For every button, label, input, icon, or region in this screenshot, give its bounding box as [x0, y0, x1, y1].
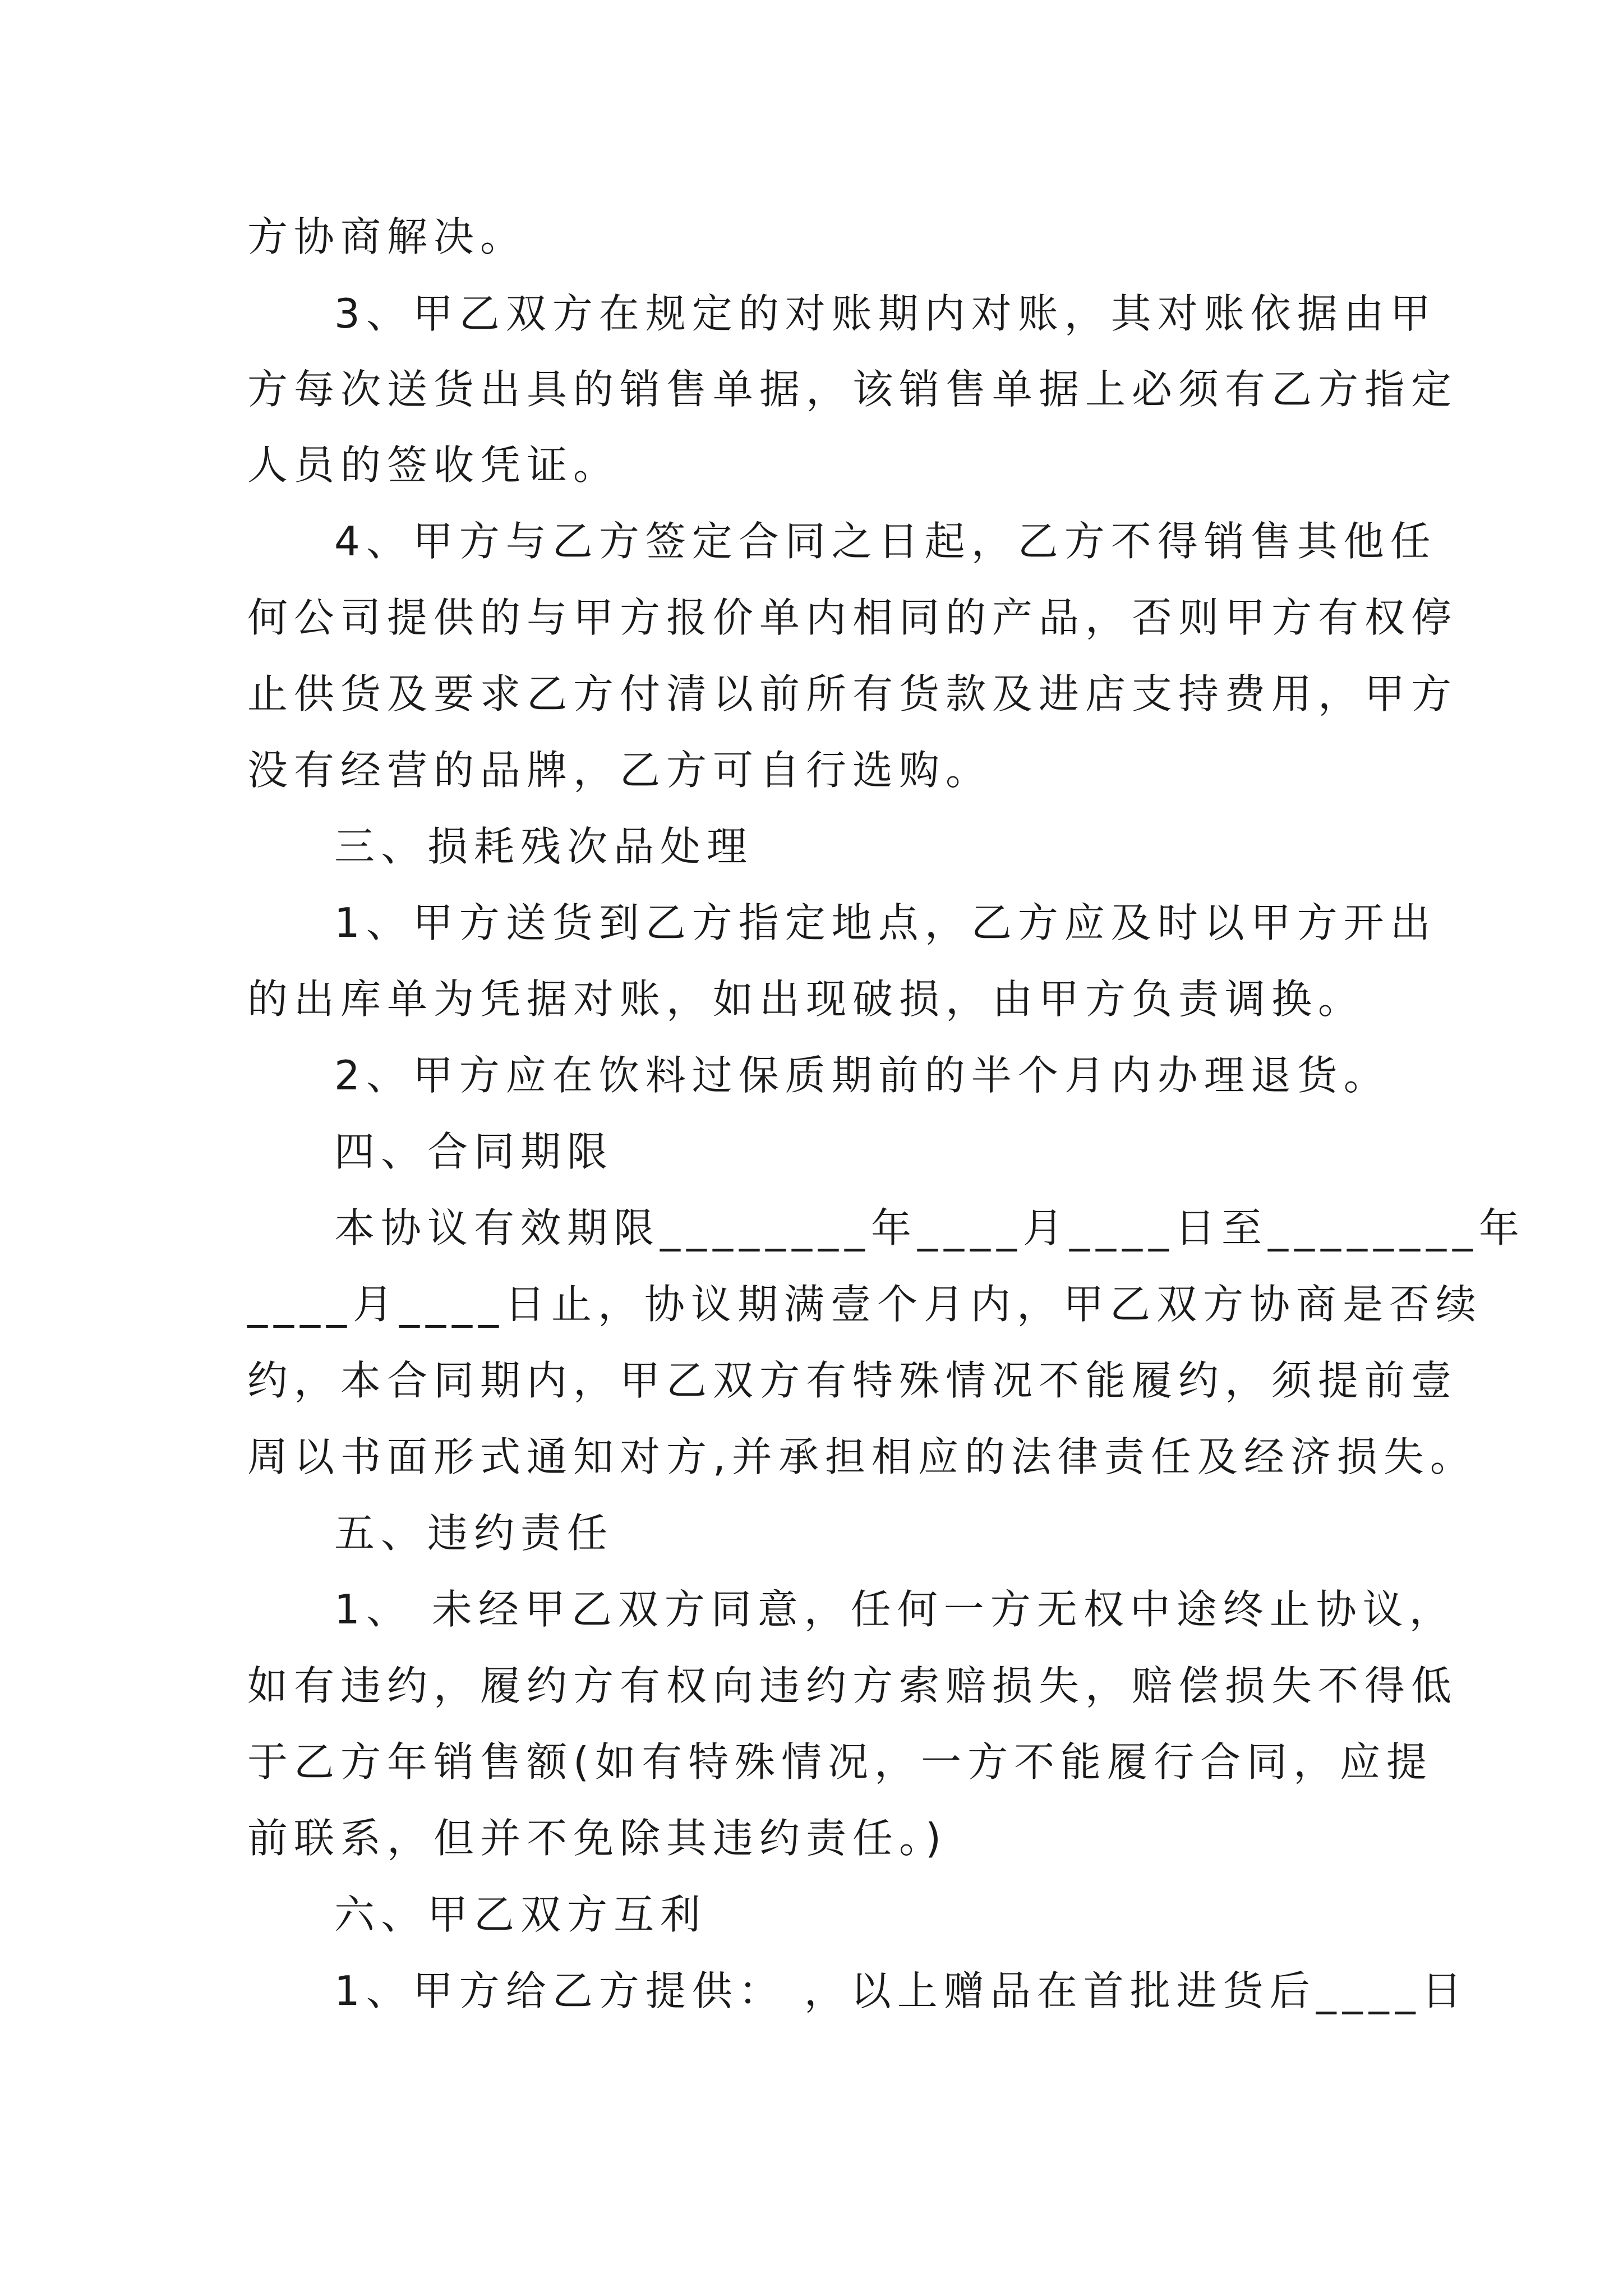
text-line-10: 1、甲方送货到乙方指定地点，乙方应及时以甲方开出	[334, 899, 1437, 946]
text-line-24: 1、甲方给乙方提供： ，以上赠品在首批进货后____日	[334, 1967, 1468, 2014]
text-line-19: 1、 未经甲乙双方同意，任何一方无权中途终止协议，	[334, 1586, 1456, 1633]
text-line-20: 如有违约，履约方有权向违约方索赔损失，赔偿损失不得低	[247, 1662, 1458, 1709]
text-line-5: 4、甲方与乙方签定合同之日起，乙方不得销售其他任	[334, 518, 1437, 565]
text-line-4: 人员的签收凭证。	[247, 441, 620, 489]
section-heading-4: 四、合同期限	[334, 1128, 614, 1175]
text-line-17: 周以书面形式通知对方,并承担相应的法律责任及经济损失。	[247, 1433, 1477, 1480]
text-line-16: 约，本合同期内，甲乙双方有特殊情况不能履约，须提前壹	[247, 1357, 1458, 1404]
section-heading-3: 三、损耗残次品处理	[334, 823, 754, 870]
text-line-15: ____月____日止，协议期满壹个月内，甲乙双方协商是否续	[247, 1281, 1483, 1328]
text-line-8: 没有经营的品牌，乙方可自行选购。	[247, 747, 993, 794]
text-line-12: 2、甲方应在饮料过保质期前的半个月内办理退货。	[334, 1052, 1390, 1099]
section-heading-6: 六、甲乙双方互利	[334, 1891, 707, 1938]
text-line-6: 何公司提供的与甲方报价单内相同的产品，否则甲方有权停	[247, 594, 1458, 641]
text-line-7: 止供货及要求乙方付清以前所有货款及进店支持费用，甲方	[247, 670, 1458, 717]
text-line-14: 本协议有效期限________年____月____日至________年	[334, 1204, 1526, 1251]
text-line-11: 的出库单为凭据对账，如出现破损，由甲方负责调换。	[247, 976, 1365, 1023]
section-heading-5: 五、违约责任	[334, 1510, 614, 1557]
text-line-22: 前联系，但并不免除其违约责任。)	[247, 1815, 948, 1862]
text-line-2: 3、甲乙双方在规定的对账期内对账，其对账依据由甲	[334, 290, 1437, 337]
text-line-21: 于乙方年销售额(如有特殊情况，一方不能履行合同，应提	[247, 1738, 1433, 1786]
text-line-3: 方每次送货出具的销售单据，该销售单据上必须有乙方指定	[247, 366, 1458, 413]
text-line-1: 方协商解决。	[247, 213, 527, 260]
